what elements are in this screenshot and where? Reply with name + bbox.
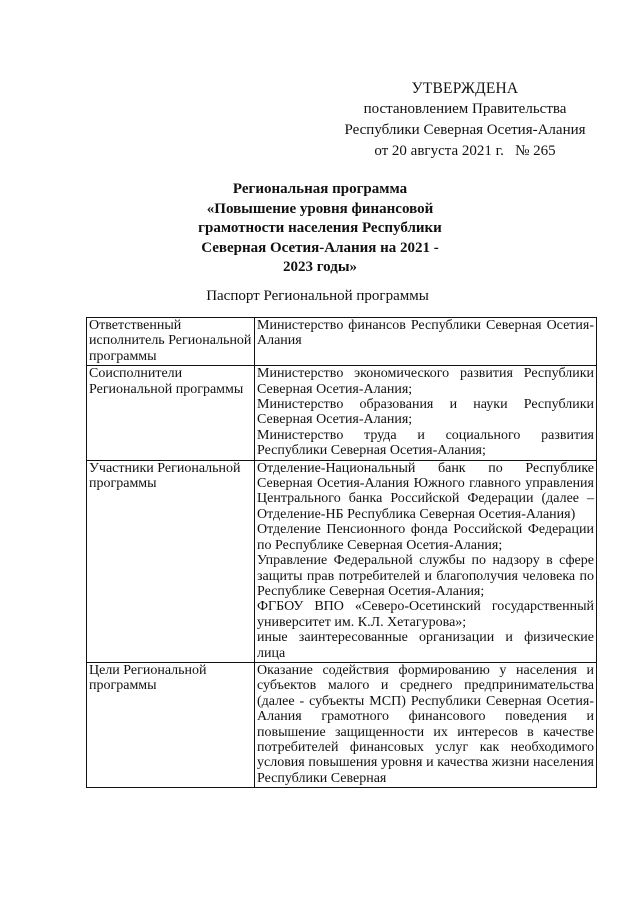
content-paragraph: Управление Федеральной службы по надзору в сфере защиты прав потребителей и благополучия человека по Республике Северная Осетия-Алания;: [257, 553, 594, 599]
table-row: [87, 318, 597, 366]
approval-date-line: от 20 августа 2021 г. № 265: [374, 143, 556, 159]
row-content: [255, 318, 597, 366]
row-label: Ответственный исполнитель Региональной программы: [87, 318, 255, 366]
content-paragraph: Министерство труда и социального развития Республики Северная Осетия-Алания;: [257, 427, 594, 459]
table-row: [87, 662, 597, 787]
approval-title: УТВЕРЖДЕНА: [411, 80, 519, 97]
passport-table: [86, 317, 597, 788]
row-label: Цели Региональной программы: [87, 662, 255, 787]
content-paragraph: ФГБОУ ВПО «Северо-Осетинский государственный университет им. К.Л. Хетагурова»;: [257, 599, 594, 630]
program-title-line-4: Северная Осетия-Алания на 2021 -: [201, 239, 439, 256]
table-row: [87, 366, 597, 460]
row-content: [255, 460, 597, 662]
row-content: [255, 366, 597, 460]
program-title-line-3: грамотности населения Республики: [198, 220, 442, 236]
content-paragraph: Министерство экономического развития Республики Северная Осетия-Алания;: [257, 366, 594, 397]
content-paragraph: Оказание содействия формированию у населения и субъектов малого и среднего предпринимательства (далее - субъекты МСП) Республики Северная Осетия-Алания грамотного финансового поведения и повышение защищенности их интересов в качестве потребителей финансовых услуг как необходимого условия повышения уровня и качества жизни населения Республики Северная: [257, 662, 594, 786]
content-paragraph: Министерство финансов Республики Северная Осетия-Алания: [257, 318, 594, 349]
content-paragraph: иные заинтересованные организации и физические лица: [257, 630, 594, 661]
row-content: [255, 662, 597, 787]
row-label: Участники Региональной программы: [87, 460, 255, 662]
table-row: [87, 460, 597, 662]
row-label: Соисполнители Региональной программы: [87, 366, 255, 460]
program-title-line-2: «Повышение уровня финансовой: [206, 200, 434, 217]
passport-heading: Паспорт Региональной программы: [206, 288, 429, 304]
approval-line-2: Республики Северная Осетия-Алания: [344, 122, 586, 138]
approval-line-1: постановлением Правительства: [363, 101, 567, 117]
content-paragraph: Отделение Пенсионного фонда Российской Федерации по Республике Северная Осетия-Алания;: [257, 522, 594, 553]
program-title-line-1: Региональная программа: [232, 181, 408, 197]
program-title-line-5: 2023 годы»: [282, 259, 358, 275]
approval-block: [335, 78, 595, 162]
content-paragraph: Министерство образования и науки Республики Северная Осетия-Алания;: [257, 397, 594, 428]
content-paragraph: Отделение-Национальный банк по Республике Северная Осетия-Алания Южного главного управления Центрального банка Российской Федерации (далее – Отделение-НБ Республика Северная Осетия-Алания): [257, 460, 594, 522]
program-title: [190, 180, 450, 278]
